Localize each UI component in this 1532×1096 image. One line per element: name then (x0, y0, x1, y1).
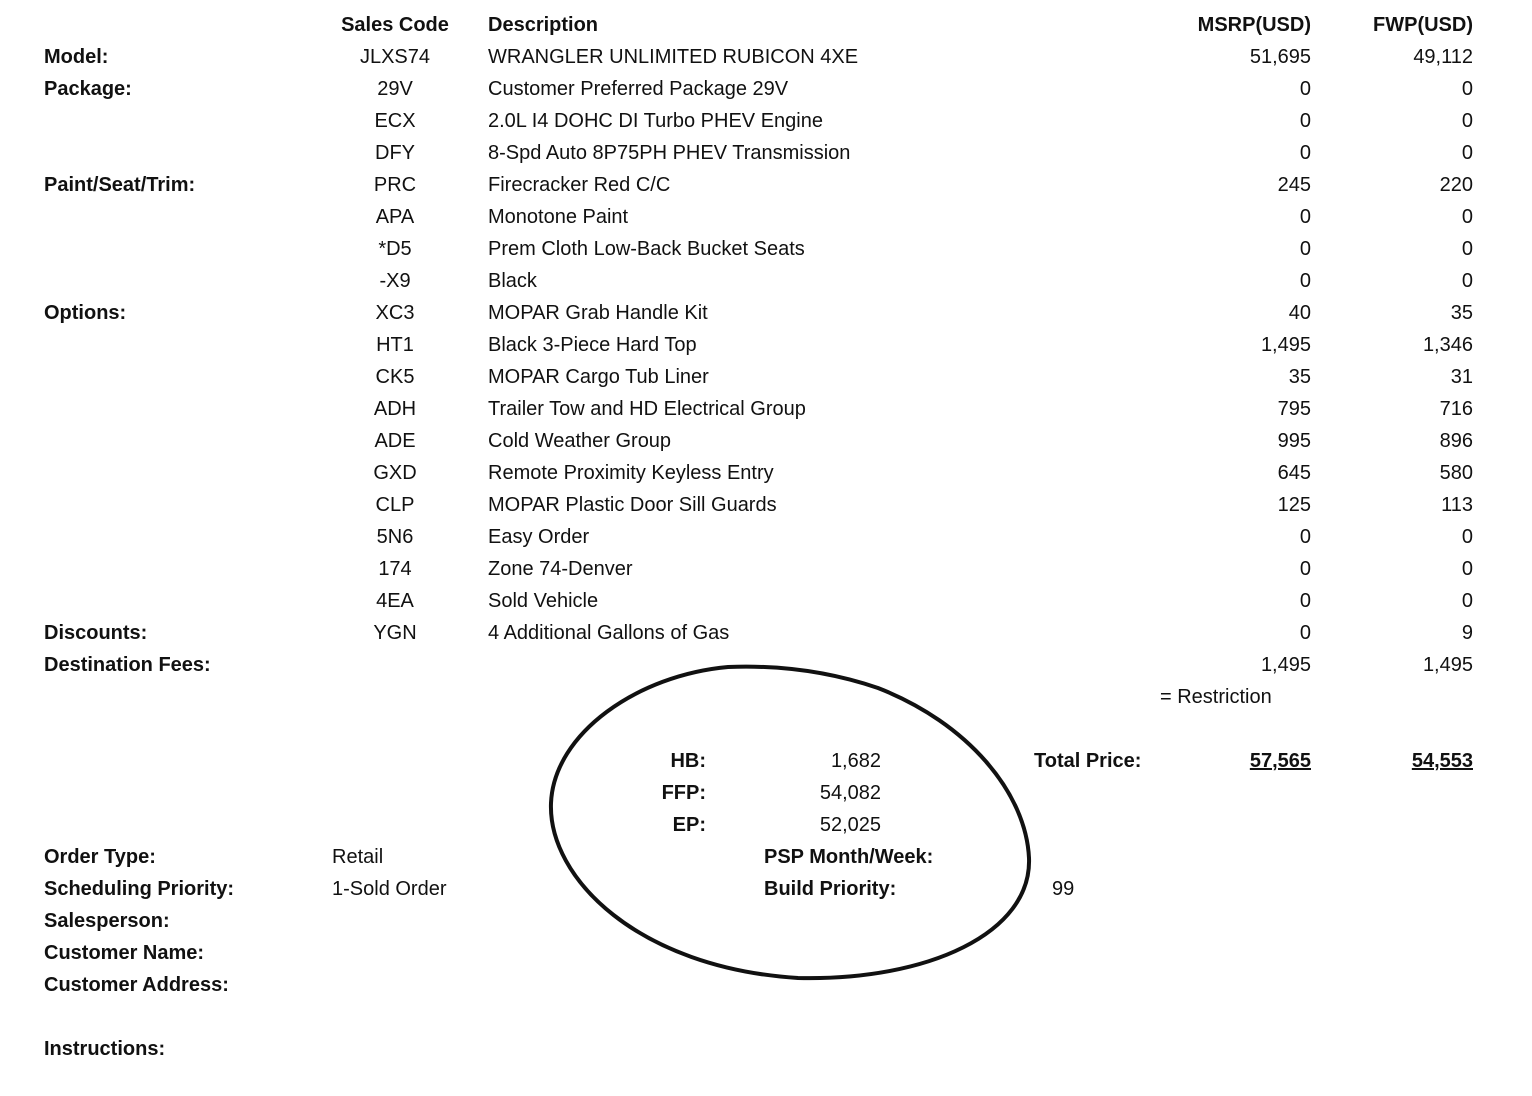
ep-label: EP: (672, 814, 706, 836)
row-msrp: 1,495 (1260, 654, 1311, 676)
hb-value: 1,682 (830, 750, 881, 772)
row-description: MOPAR Plastic Door Sill Guards (488, 494, 777, 516)
row-code: CLP (375, 494, 415, 516)
row-fwp: 0 (1461, 78, 1473, 100)
row-description: Monotone Paint (488, 206, 629, 228)
header-fwp: FWP(USD) (1373, 14, 1473, 36)
ffp-label: FFP: (661, 782, 706, 804)
row-msrp: 0 (1299, 110, 1311, 132)
row-description: Sold Vehicle (488, 590, 599, 612)
row-code: 174 (378, 558, 412, 580)
row-msrp: 40 (1288, 302, 1311, 324)
total-fwp: 54,553 (1411, 750, 1473, 772)
row-fwp: 580 (1439, 462, 1473, 484)
header-description: Description (488, 14, 599, 36)
row-code: 29V (377, 78, 413, 100)
row-code: XC3 (375, 302, 415, 324)
row-description: MOPAR Grab Handle Kit (488, 302, 708, 324)
row-code: YGN (373, 622, 417, 644)
row-fwp: 0 (1461, 590, 1473, 612)
ffp-value: 54,082 (819, 782, 881, 804)
row-msrp: 125 (1277, 494, 1311, 516)
row-fwp: 113 (1441, 494, 1473, 516)
row-msrp: 995 (1277, 430, 1311, 452)
salesperson-label: Salesperson: (44, 910, 170, 932)
header-sales-code: Sales Code (341, 14, 449, 36)
row-code: HT1 (376, 334, 414, 356)
row-label: Destination Fees: (44, 654, 211, 676)
row-label: Package: (44, 78, 132, 100)
row-msrp: 0 (1299, 590, 1311, 612)
row-description: Trailer Tow and HD Electrical Group (488, 398, 806, 420)
row-msrp: 0 (1299, 238, 1311, 260)
row-label: Model: (44, 46, 109, 68)
order-type-label: Order Type: (44, 846, 156, 868)
row-msrp: 0 (1299, 622, 1311, 644)
row-fwp: 1,495 (1422, 654, 1473, 676)
row-msrp: 245 (1277, 174, 1311, 196)
row-label: Discounts: (44, 622, 148, 644)
build-priority-value: 99 (1052, 878, 1075, 900)
row-code: ADH (373, 398, 417, 420)
row-label: Options: (44, 302, 127, 324)
row-fwp: 0 (1461, 206, 1473, 228)
row-description: 4 Additional Gallons of Gas (488, 622, 730, 644)
hb-label: HB: (670, 750, 706, 772)
row-msrp: 795 (1277, 398, 1311, 420)
row-fwp: 1,346 (1422, 334, 1473, 356)
row-fwp: 220 (1439, 174, 1473, 196)
row-msrp: 35 (1288, 366, 1311, 388)
instructions-label: Instructions: (44, 1038, 166, 1060)
row-msrp: 0 (1299, 526, 1311, 548)
row-code: -X9 (379, 270, 411, 292)
row-description: 8-Spd Auto 8P75PH PHEV Transmission (488, 142, 851, 164)
row-description: Black 3-Piece Hard Top (488, 334, 697, 356)
row-code: *D5 (378, 238, 412, 260)
row-description: MOPAR Cargo Tub Liner (488, 366, 709, 388)
row-fwp: 35 (1450, 302, 1473, 324)
row-code: APA (375, 206, 415, 228)
customer-address-label: Customer Address: (44, 974, 229, 996)
row-code: ECX (374, 110, 416, 132)
row-code: CK5 (375, 366, 415, 388)
row-code: GXD (373, 462, 417, 484)
row-msrp: 1,495 (1260, 334, 1311, 356)
restriction-note: = Restriction (1160, 686, 1272, 708)
row-fwp: 31 (1450, 366, 1473, 388)
row-description: Prem Cloth Low-Back Bucket Seats (488, 238, 805, 260)
row-fwp: 0 (1461, 142, 1473, 164)
row-msrp: 0 (1299, 78, 1311, 100)
scheduling-priority-label: Scheduling Priority: (44, 878, 235, 900)
row-fwp: 0 (1461, 526, 1473, 548)
row-code: ADE (374, 430, 416, 452)
row-msrp: 0 (1299, 558, 1311, 580)
row-code: 4EA (376, 590, 414, 612)
row-label: Paint/Seat/Trim: (44, 174, 196, 196)
row-code: 5N6 (376, 526, 414, 548)
row-fwp: 0 (1461, 270, 1473, 292)
order-type-value: Retail (332, 846, 384, 868)
row-description: WRANGLER UNLIMITED RUBICON 4XE (488, 46, 859, 68)
row-fwp: 0 (1461, 558, 1473, 580)
row-code: DFY (375, 142, 415, 164)
row-fwp: 9 (1461, 622, 1473, 644)
row-fwp: 49,112 (1413, 46, 1473, 68)
row-description: Firecracker Red C/C (488, 174, 671, 196)
row-fwp: 716 (1439, 398, 1473, 420)
customer-name-label: Customer Name: (44, 942, 205, 964)
row-code: JLXS74 (359, 46, 431, 68)
row-description: Zone 74-Denver (488, 558, 633, 580)
row-msrp: 0 (1299, 206, 1311, 228)
row-fwp: 0 (1461, 110, 1473, 132)
ep-value: 52,025 (819, 814, 881, 836)
psp-month-week-label: PSP Month/Week: (764, 846, 934, 868)
build-priority-label: Build Priority: (764, 878, 897, 900)
total-price-label: Total Price: (1034, 750, 1142, 772)
row-fwp: 0 (1461, 238, 1473, 260)
row-code: PRC (373, 174, 417, 196)
row-msrp: 645 (1277, 462, 1311, 484)
row-fwp: 896 (1439, 430, 1473, 452)
row-description: Black (488, 270, 537, 292)
row-msrp: 0 (1299, 270, 1311, 292)
scheduling-priority-value: 1-Sold Order (332, 878, 447, 900)
row-msrp: 0 (1299, 142, 1311, 164)
row-description: 2.0L I4 DOHC DI Turbo PHEV Engine (488, 110, 823, 132)
row-description: Easy Order (488, 526, 590, 548)
row-description: Remote Proximity Keyless Entry (488, 462, 774, 484)
total-msrp: 57,565 (1249, 750, 1311, 772)
header-msrp: MSRP(USD) (1197, 14, 1311, 36)
row-description: Customer Preferred Package 29V (488, 78, 789, 100)
row-description: Cold Weather Group (488, 430, 672, 452)
row-msrp: 51,695 (1249, 46, 1311, 68)
